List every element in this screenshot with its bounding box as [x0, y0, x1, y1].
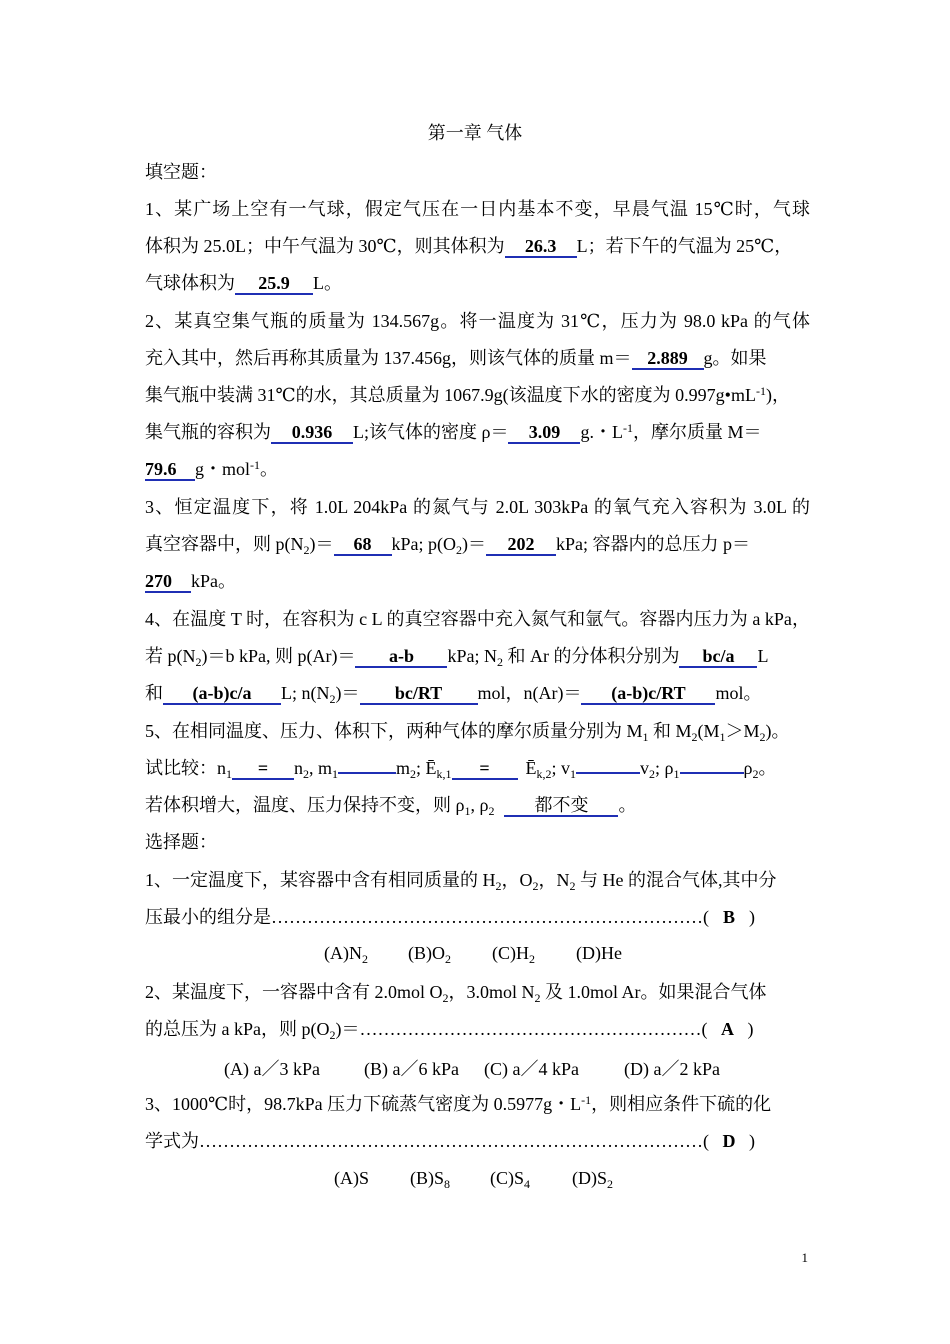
fill-q2-line2: 充入其中，然后再称其质量为 137.456g，则该气体的质量 m＝ 2.889 g。如果: [145, 348, 767, 368]
fill-q1-line1: 1、某广场上空有一气球，假定气压在一日内基本不变，早晨气温 15℃时，气球: [145, 199, 810, 219]
fill-heading: 填空题：: [145, 162, 217, 182]
fill-q4-line1: 4、在温度 T 时，在容积为 c L 的真空容器中充入氮气和氩气。容器内压力为 a kPa，: [145, 609, 810, 629]
answer-blank: 270: [145, 571, 191, 593]
fill-q1-line3: 气球体积为 25.9 L。: [145, 273, 342, 293]
choice-answer: B: [722, 907, 735, 927]
choice-q2-line2: 的总压为 a kPa，则 $p(O_2)=\dots\dots\dots\dots\dots\dots\dots\dots\dots\dots\dots\dots\dots\dots\dots\dots\dots\dots\dots$( A ): [145, 1019, 754, 1042]
choice-heading: 选择题：: [145, 832, 217, 852]
fill-q2-line1: 2、某真空集气瓶的质量为 134.567g。将一温度为 31℃，压力为 98.0 kPa 的气体: [145, 311, 810, 331]
choice-q1-line2: 压最小的组分是………………………………………………………………( B ): [145, 907, 755, 927]
answer-blank: 3.09: [508, 422, 580, 444]
choice-answer: A: [720, 1019, 734, 1039]
fill-q5-line2: 试比较：$n_1 = n_2$, $m_1$ $m_2$; $Ē_{k,1}$ = $Ē_{k,2}$; $v_1$ $v_2$; $\rho_1$ $\rho_2$。: [145, 758, 777, 781]
option-c: $(C)S_4$: [490, 1168, 531, 1191]
page-number: 1: [801, 1250, 808, 1265]
fill-q2-line3: 集气瓶中装满 31℃的水，其总质量为 1067.9g(该温度下水的密度为 $0.997g•mL^{-1}$)，: [145, 384, 790, 405]
fill-q4-line2: 若 $p(N_2)=b$ kPa, 则 p(Ar)＝ a-b kPa; $N_2$ 和 Ar 的分体积分别为 bc/a L: [145, 646, 769, 669]
answer-blank: bc/a: [679, 646, 757, 668]
choice-q1-options: [324, 943, 622, 964]
fill-q3-line1: 3、恒定温度下，将 1.0L 204kPa 的氮气与 2.0L 303kPa 的氧气充入容积为 3.0L 的: [145, 497, 810, 517]
fill-q1-line2: 体积为 25.0L；中午气温为 30℃，则其体积为 26.3 L；若下午的气温为 25℃，: [145, 236, 793, 256]
answer-blank: =: [232, 758, 294, 780]
fill-q3-line3: 270 kPa。: [145, 571, 236, 591]
fill-q2-line4: 集气瓶的容积为 0.936 L;该气体的密度 ρ＝ 3.09 g.・$L^{-1}$，摩尔质量 M＝: [145, 421, 762, 442]
option-c: $(C)H_2$: [492, 943, 535, 966]
chapter-title: 第一章 气体: [427, 123, 523, 143]
choice-q3-options: [334, 1168, 613, 1189]
option-b: (B) a／6 kPa: [364, 1059, 459, 1079]
choice-q2-line1: 2、某温度下，一容器中含有 2.0mol $O_2$，3.0mol $N_2$ 及 1.0mol Ar。如果混合气体: [145, 982, 767, 1005]
answer-blank: (a-b)c/RT: [581, 683, 715, 705]
option-d: $(D)S_2$: [572, 1168, 613, 1191]
answer-blank: =: [452, 758, 518, 780]
answer-blank: 68: [334, 534, 392, 556]
answer-blank: (a-b)c/a: [163, 683, 281, 705]
fill-q4-line3: 和 (a-b)c/a L; $n(N_2)= bc/RT$ mol，n(Ar)＝ (a-b)c/RT mol。: [145, 683, 762, 706]
choice-answer: D: [722, 1131, 736, 1151]
choice-q3-line1: 3、1000℃时，98.7kPa 压力下硫蒸气密度为 0.5977g・$L^{-1}$，则相应条件下硫的化: [145, 1093, 772, 1114]
answer-blank: 都不变: [504, 795, 618, 817]
answer-blank: [680, 772, 744, 774]
choice-q2-options: [224, 1055, 720, 1081]
answer-blank: [576, 772, 640, 774]
option-b: $(B)O_2$: [408, 943, 451, 966]
option-d: (D)He: [576, 943, 622, 963]
option-c: (C) a／4 kPa: [484, 1059, 579, 1079]
answer-blank: 202: [486, 534, 556, 556]
option-d: (D) a／2 kPa: [624, 1059, 720, 1079]
answer-blank: a-b: [355, 646, 447, 668]
answer-blank: [338, 772, 396, 774]
fill-q5-line1: 5、在相同温度、压力、体积下，两种气体的摩尔质量分别为 $M_1$ 和 $M_2(M_1>M_2)$。: [145, 721, 790, 744]
option-b: $(B)S_8$: [410, 1168, 451, 1191]
option-a: (A)S: [334, 1168, 369, 1188]
choice-q3-line2: 学式为…………………………………………………………………………( D ): [145, 1131, 755, 1151]
answer-blank: 26.3: [505, 236, 577, 258]
choice-q1-line1: 1、一定温度下，某容器中含有相同质量的 $H_2$，$O_2$，$N_2$ 与 He 的混合气体,其中分: [145, 870, 777, 893]
fill-q3-line2: 真空容器中，则 $p(N_2)= 68$ kPa; $p(O_2)= 202$ kPa; 容器内的总压力 p＝: [145, 534, 751, 557]
option-a: $(A)N_2$: [324, 943, 368, 966]
answer-blank: bc/RT: [360, 683, 478, 705]
answer-blank: 0.936: [271, 422, 353, 444]
answer-blank: 2.889: [632, 348, 704, 370]
fill-q5-line3: 若体积增大，温度、压力保持不变，则 $\rho_1$, $\rho_2$ 都不变 。: [145, 795, 637, 818]
fill-q2-line5: 79.6 g・mol$^{-1}$。: [145, 458, 279, 479]
answer-blank: 25.9: [235, 273, 313, 295]
option-a: (A) a／3 kPa: [224, 1059, 320, 1079]
answer-blank: 79.6: [145, 459, 195, 481]
